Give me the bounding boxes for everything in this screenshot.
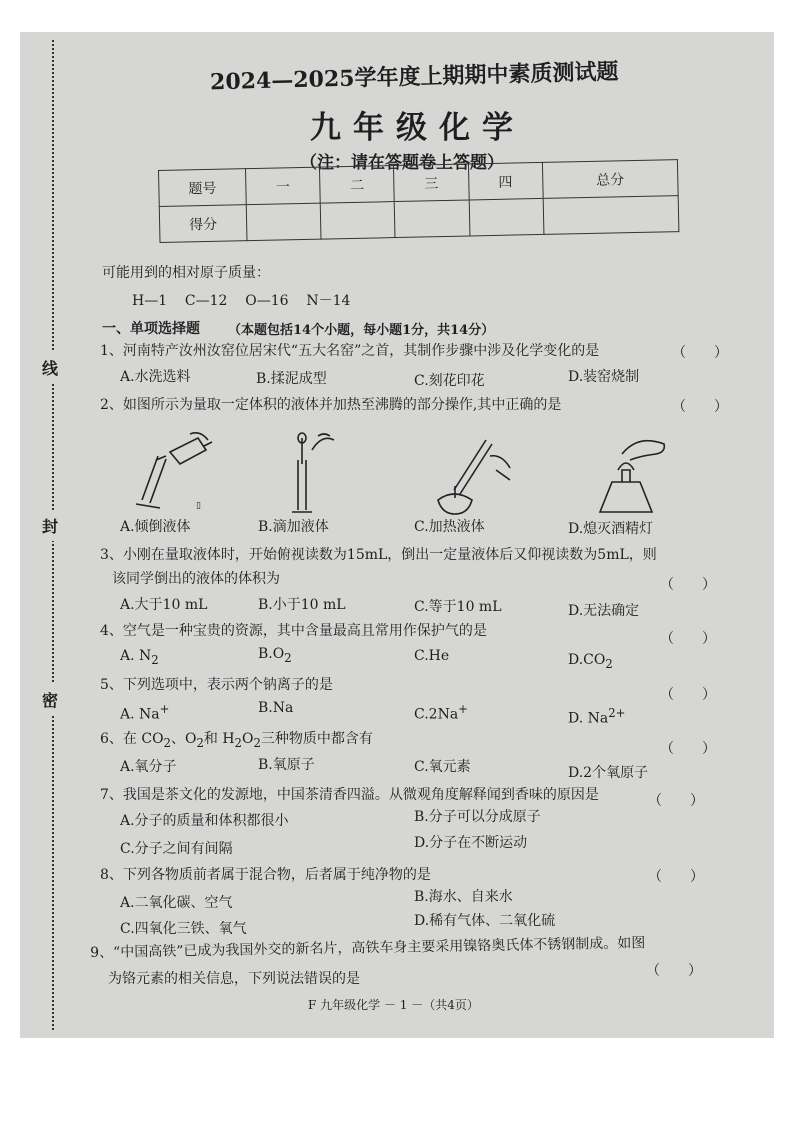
q6-stem-part: 和 H — [203, 731, 235, 747]
q8-option-a[interactable]: A.二氧化碳、空气 — [120, 895, 233, 911]
score-header-label: 题号 — [159, 169, 247, 207]
section-desc: （本题包括14个小题，每小题1分，共14分） — [228, 323, 495, 338]
q5-d-text: D. Na — [568, 710, 609, 727]
q6-option-a[interactable]: A.氧分子 — [120, 759, 177, 775]
question-3-paren[interactable]: （ ） — [660, 577, 716, 593]
fig-a-pouring-liquid — [120, 430, 220, 510]
q8-option-c[interactable]: C.四氧化三铁、氧气 — [120, 921, 247, 937]
fig-c-heating-liquid — [424, 430, 524, 520]
q1-option-a[interactable]: A.水洗选料 — [120, 369, 191, 385]
question-8-stem: 8、下列各物质前者属于混合物，后者属于纯净物的是 — [100, 867, 431, 883]
exam-subject: 九年级化学 — [310, 110, 525, 146]
q3-option-a[interactable]: A.大于10 mL — [120, 597, 208, 613]
q4-a-text: A. N — [120, 648, 152, 664]
q6-sub: 2 — [163, 735, 171, 750]
q8-option-b[interactable]: B.海水、自来水 — [414, 889, 513, 905]
score-row-label: 得分 — [159, 205, 247, 243]
exam-title: 2024—2025学年度上期期中素质测试题 — [209, 58, 619, 96]
atomic-mass-values: H—1 C—12 O—16 N－14 — [132, 293, 351, 309]
fig-b-dropping-liquid — [282, 430, 342, 520]
question-3-stem: 3、小刚在量取液体时，开始俯视读数为15mL，倒出一定量液体后又仰视读数为5mL，则 — [100, 547, 657, 563]
q6-option-b[interactable]: B.氧原子 — [258, 757, 315, 773]
q4-option-a[interactable] — [120, 648, 159, 667]
score-col-1: 一 — [245, 167, 320, 205]
q5-a-sup: + — [159, 702, 170, 716]
binding-char-seal: 封 — [42, 510, 58, 541]
q4-option-c[interactable]: C.He — [414, 648, 450, 664]
q1-option-d[interactable]: D.装窑烧制 — [568, 369, 640, 385]
q4-d-sub: 2 — [605, 656, 613, 671]
binding-char-line: 线 — [42, 352, 58, 383]
question-1-paren[interactable]: （ ） — [672, 345, 728, 361]
question-5-stem: 5、下列选项中，表示两个钠离子的是 — [100, 677, 333, 693]
score-cell[interactable] — [543, 196, 679, 235]
score-cell[interactable] — [395, 200, 470, 238]
q6-stem-part: 6、在 CO — [100, 731, 164, 747]
binding-char-secret: 密 — [42, 684, 58, 715]
question-9-stem-cont: 为铬元素的相关信息，下列说法错误的是 — [108, 971, 360, 987]
atomic-mass-intro: 可能用到的相对原子质量： — [102, 265, 270, 281]
score-cell[interactable] — [320, 202, 395, 240]
q4-a-sub: 2 — [151, 652, 159, 667]
exam-page — [20, 32, 774, 1038]
q7-option-d[interactable]: D.分子在不断运动 — [414, 835, 528, 851]
score-table — [158, 159, 679, 243]
fig-d-extinguishing-lamp — [582, 430, 672, 520]
q5-a-text: A. Na — [120, 706, 160, 723]
question-1-stem: 1、河南特产汝州汝窑位居宋代“五大名窑”之首，其制作步骤中涉及化学变化的是 — [100, 343, 600, 359]
page-footer: F 九年级化学 － 1 －（共4页） — [308, 998, 479, 1012]
q1-option-c[interactable]: C.刻花印花 — [414, 373, 485, 389]
question-7-stem: 7、我国是茶文化的发源地，中国茶清香四溢。从微观角度解释闻到香味的原因是 — [100, 787, 599, 803]
q5-option-a[interactable] — [120, 702, 169, 723]
question-2-stem: 2、如图所示为量取一定体积的液体并加热至沸腾的部分操作,其中正确的是 — [100, 397, 562, 413]
q5-option-b[interactable]: B.Na — [258, 700, 294, 716]
question-2-paren[interactable]: （ ） — [672, 399, 728, 415]
q5-option-d[interactable] — [568, 706, 625, 727]
q6-option-c[interactable]: C.氧元素 — [414, 759, 471, 775]
q6-sub: 2 — [196, 735, 204, 750]
q2-option-c[interactable]: C.加热液体 — [414, 519, 485, 535]
exam-note: （注：请在答题卷上答题） — [300, 153, 504, 173]
q8-option-d[interactable]: D.稀有气体、二氧化硫 — [414, 913, 556, 929]
question-6-stem — [100, 728, 373, 750]
score-cell[interactable] — [246, 203, 321, 241]
score-col-2: 二 — [320, 166, 395, 204]
section-title: 一、单项选择题 — [102, 321, 200, 337]
q5-c-sup: + — [458, 702, 468, 716]
q6-stem-part: O — [241, 731, 254, 747]
q4-option-b[interactable] — [258, 646, 292, 665]
question-9-paren[interactable]: （ ） — [646, 963, 702, 979]
svg-text:▯: ▯ — [196, 501, 201, 510]
q6-stem-part: 三种物质中都含有 — [260, 731, 373, 747]
q4-option-d[interactable] — [568, 652, 613, 671]
q3-option-c[interactable]: C.等于10 mL — [414, 599, 502, 615]
q5-option-c[interactable] — [414, 702, 468, 723]
q3-option-d[interactable]: D.无法确定 — [568, 603, 640, 619]
question-3-stem-cont: 该同学倒出的液体的体积为 — [112, 571, 280, 587]
question-9-stem: 9、“中国高铁”已成为我国外交的新名片，高铁车身主要采用镍铬奥氏体不锈钢制成。如图 — [90, 935, 646, 961]
score-col-4: 四 — [468, 162, 543, 200]
q5-c-text: C.2Na — [414, 706, 459, 723]
question-7-paren[interactable]: （ ） — [648, 793, 704, 809]
question-4-stem: 4、空气是一种宝贵的资源，其中含量最高且常用作保护气的是 — [100, 623, 487, 639]
q4-d-text: D.CO — [568, 652, 606, 668]
q1-option-b[interactable]: B.揉泥成型 — [256, 371, 327, 387]
q3-option-b[interactable]: B.小于10 mL — [258, 597, 346, 613]
q4-b-text: B.O — [258, 646, 285, 662]
q2-option-b[interactable]: B.滴加液体 — [258, 519, 329, 535]
score-col-3: 三 — [394, 164, 469, 202]
q4-b-sub: 2 — [284, 650, 292, 665]
question-4-paren[interactable]: （ ） — [660, 631, 716, 647]
q7-option-b[interactable]: B.分子可以分成原子 — [414, 809, 541, 825]
q7-option-c[interactable]: C.分子之间有间隔 — [120, 841, 233, 857]
score-cell[interactable] — [469, 198, 544, 236]
question-5-paren[interactable]: （ ） — [660, 687, 716, 703]
q6-sub: 2 — [253, 735, 261, 750]
q6-sub: 2 — [234, 735, 242, 750]
q7-option-a[interactable]: A.分子的质量和体积都很小 — [120, 813, 289, 829]
q2-option-a[interactable]: A.倾倒液体 — [120, 519, 191, 535]
q2-option-d[interactable]: D.熄灭酒精灯 — [568, 521, 654, 537]
q6-option-d[interactable]: D.2个氧原子 — [568, 765, 649, 781]
question-6-paren[interactable]: （ ） — [660, 741, 716, 757]
score-total-label: 总分 — [542, 160, 678, 199]
q5-d-sup: 2+ — [608, 706, 626, 720]
q6-stem-part: 、O — [170, 731, 197, 747]
question-8-paren[interactable]: （ ） — [648, 869, 704, 885]
